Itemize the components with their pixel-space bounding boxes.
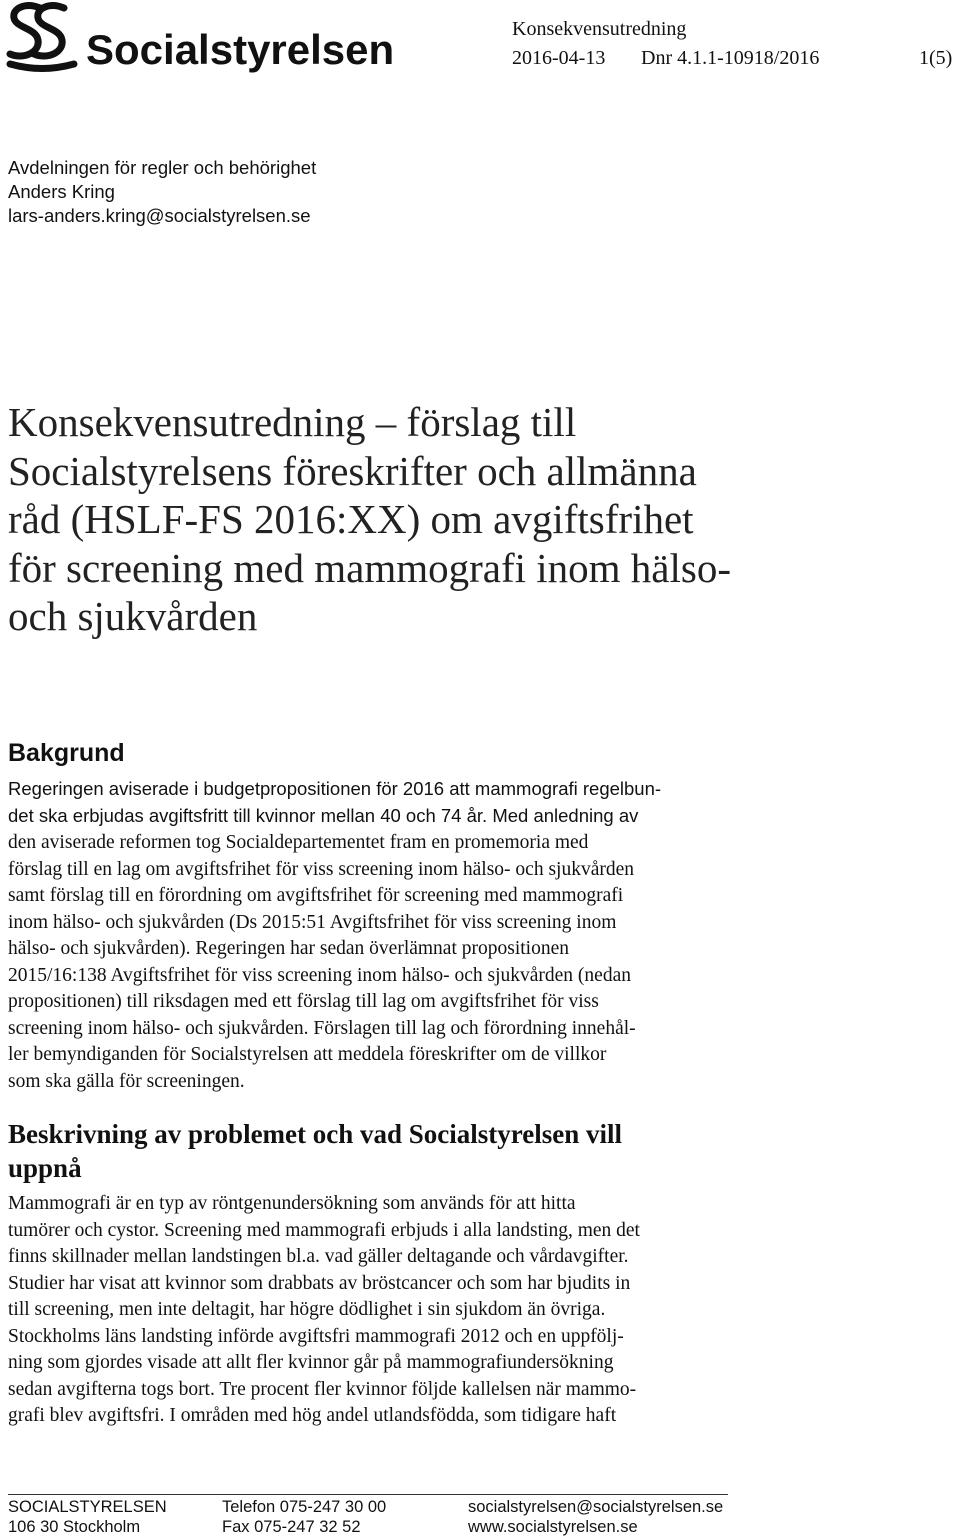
text-line: sedan avgifterna togs bort. Tre procent fler kvinnor följde kallelsen när mammo- bbox=[8, 1378, 637, 1400]
title-line: för screening med mammografi inom hälso- bbox=[8, 544, 731, 591]
footer-fax: Fax 075-247 32 52 bbox=[222, 1518, 361, 1536]
heading-beskrivning bbox=[8, 1117, 708, 1185]
svg-text:Socialstyrelsen: Socialstyrelsen bbox=[86, 26, 395, 73]
text-line: till screening, men inte deltagit, har högre dödlighet i sin sjukdom än övriga. bbox=[8, 1299, 606, 1320]
logo-emblem-icon bbox=[2, 0, 395, 73]
footer-divider bbox=[8, 1494, 728, 1495]
heading-bakgrund: Bakgrund bbox=[8, 739, 125, 767]
footer-address: 106 30 Stockholm bbox=[8, 1518, 141, 1536]
text-line: hälso- och sjukvården). Regeringen har sedan överlämnat propositionen bbox=[8, 938, 569, 959]
sender-name: Anders Kring bbox=[8, 181, 115, 202]
sender-email: lars-anders.kring@socialstyrelsen.se bbox=[8, 205, 311, 226]
text-line: tumörer och cystor. Screening med mammografi erbjuds i alla landsting, men det bbox=[8, 1219, 640, 1241]
doc-type-label: Konsekvensutredning bbox=[512, 18, 687, 40]
sender-department: Avdelningen för regler och behörighet bbox=[8, 157, 317, 178]
socialstyrelsen-logo bbox=[2, 0, 395, 73]
text-line: propositionen) till riksdagen med ett förslag till lag om avgiftsfrihet för viss bbox=[8, 991, 599, 1012]
text-line: Stockholms läns landsting införde avgiftsfri mammografi 2012 och en uppfölj- bbox=[8, 1325, 624, 1347]
text-line: Regeringen aviserade i budgetpropositionen för 2016 att mammografi regelbun- bbox=[8, 778, 662, 799]
text-line bbox=[8, 803, 738, 831]
text-line: som ska gälla för screeningen. bbox=[8, 1070, 245, 1092]
title-line: råd (HSLF-FS 2016:XX) om avgiftsfrihet bbox=[8, 496, 694, 542]
text-line: grafi blev avgiftsfri. I områden med hög andel utlandsfödda, som tidigare haft bbox=[8, 1405, 617, 1426]
paragraph-beskrivning bbox=[8, 1191, 738, 1430]
page-number: 1(5) bbox=[919, 47, 953, 69]
heading-line: Beskrivning av problemet och vad Socialstyrelsen vill bbox=[8, 1119, 623, 1149]
text-line: samt förslag till en förordning om avgiftsfrihet för screening med mammografi bbox=[8, 885, 624, 906]
text-line: 2015/16:138 Avgiftsfrihet för viss screening inom hälso- och sjukvården (nedan bbox=[8, 964, 631, 986]
paragraph-bakgrund bbox=[8, 776, 738, 1095]
text-line: ler bemyndiganden för Socialstyrelsen att meddela föreskrifter om de villkor bbox=[8, 1044, 607, 1065]
title-line: och sjukvården bbox=[8, 593, 258, 639]
text-line-sans-part: det ska erbjudas avgiftsfritt till kvinnor mellan 40 och 74 år. Med anledning av bbox=[8, 804, 639, 826]
text-line: inom hälso- och sjukvården (Ds 2015:51 Avgiftsfrihet för viss screening inom bbox=[8, 911, 617, 933]
footer-web[interactable]: www.socialstyrelsen.se bbox=[468, 1518, 638, 1536]
text-line: förslag till en lag om avgiftsfrihet för viss screening inom hälso- och sjukvården bbox=[8, 858, 635, 880]
footer-phone: Telefon 075-247 30 00 bbox=[222, 1498, 387, 1516]
text-line: screening inom hälso- och sjukvården. Förslagen till lag och förordning innehål- bbox=[8, 1017, 636, 1039]
text-line: Mammografi är en typ av röntgenundersökning som används för att hitta bbox=[8, 1193, 576, 1214]
footer-org: SOCIALSTYRELSEN bbox=[8, 1498, 167, 1516]
text-line: finns skillnader mellan landstingen bl.a. vad gäller deltagande och vårdavgifter. bbox=[8, 1246, 629, 1267]
text-line: Studier har visat att kvinnor som drabbats av bröstcancer och som har bjudits in bbox=[8, 1272, 631, 1294]
text-line: den aviserade reformen tog Socialdepartementet fram en promemoria med bbox=[8, 832, 589, 853]
document-title bbox=[8, 398, 908, 641]
title-line: Konsekvensutredning – förslag till bbox=[8, 399, 577, 445]
doc-date: 2016-04-13 bbox=[512, 47, 606, 69]
doc-dnr: Dnr 4.1.1-10918/2016 bbox=[641, 47, 820, 69]
title-line: Socialstyrelsens föreskrifter och allmänna bbox=[8, 447, 697, 494]
heading-line: uppnå bbox=[8, 1153, 82, 1183]
footer-email[interactable]: socialstyrelsen@socialstyrelsen.se bbox=[468, 1498, 724, 1516]
text-line: ning som gjordes visade att allt fler kvinnor går på mammografiundersökning bbox=[8, 1352, 614, 1373]
